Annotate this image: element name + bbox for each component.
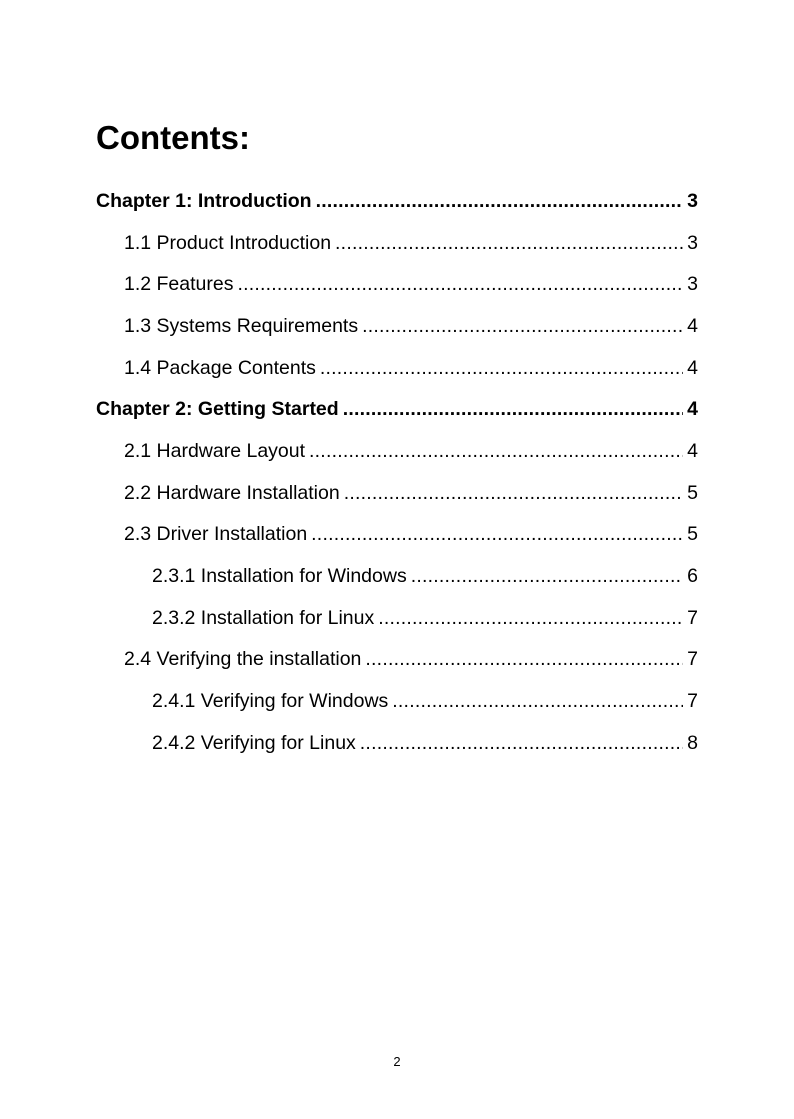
dot-leader — [411, 563, 683, 589]
dot-leader — [343, 396, 683, 422]
toc-entry-page: 8 — [687, 731, 698, 754]
toc-entry-2-4-1[interactable] — [152, 680, 698, 722]
toc-entry-chapter-1[interactable] — [96, 180, 698, 222]
toc-entry-label: Chapter 2: Getting Started — [96, 398, 339, 421]
page-number: 2 — [393, 1054, 401, 1069]
toc-entry-label: 2.3 Driver Installation — [124, 523, 308, 546]
toc-entry-label: 2.3.1 Installation for Windows — [152, 565, 407, 588]
dot-leader — [344, 480, 683, 506]
toc-entry-page: 4 — [687, 356, 698, 379]
toc-entry-2-4[interactable] — [124, 639, 698, 681]
toc-entry-page: 7 — [687, 606, 698, 629]
toc-entry-label: 2.4.2 Verifying for Linux — [152, 731, 356, 754]
toc-entry-2-3-2[interactable] — [152, 597, 698, 639]
toc-entry-page: 4 — [687, 439, 698, 462]
toc-entry-chapter-2[interactable] — [96, 388, 698, 430]
dot-leader — [392, 688, 683, 714]
toc-entry-page: 5 — [687, 523, 698, 546]
dot-leader — [335, 230, 683, 256]
toc-entry-label: 2.2 Hardware Installation — [124, 481, 340, 504]
toc-entry-page: 4 — [687, 314, 698, 337]
page-title: Contents: — [96, 119, 250, 156]
toc-entry-2-3-1[interactable] — [152, 555, 698, 597]
toc-entry-1-4[interactable] — [124, 347, 698, 389]
dot-leader — [309, 438, 683, 464]
toc-entry-label: 1.1 Product Introduction — [124, 231, 332, 254]
toc-entry-page: 3 — [687, 231, 698, 254]
dot-leader — [360, 730, 683, 756]
toc-entry-2-3[interactable] — [124, 514, 698, 556]
toc-entry-label: 2.4 Verifying the installation — [124, 648, 362, 671]
dot-leader — [320, 355, 683, 381]
toc-entry-1-2[interactable] — [124, 263, 698, 305]
toc-entry-2-2[interactable] — [124, 472, 698, 514]
toc-entry-page: 7 — [687, 690, 698, 713]
toc-entry-label: 1.2 Features — [124, 273, 234, 296]
toc-entry-1-1[interactable] — [124, 222, 698, 264]
toc-entry-page: 4 — [687, 398, 698, 421]
dot-leader — [378, 605, 683, 631]
dot-leader — [237, 271, 683, 297]
dot-leader — [311, 521, 683, 547]
toc-entry-page: 6 — [687, 565, 698, 588]
toc-entry-label: 2.3.2 Installation for Linux — [152, 606, 375, 629]
toc-entry-page: 5 — [687, 481, 698, 504]
toc-entry-label: 1.4 Package Contents — [124, 356, 316, 379]
toc-entry-page: 3 — [687, 189, 698, 212]
toc-entry-1-3[interactable] — [124, 305, 698, 347]
toc-entry-page: 3 — [687, 273, 698, 296]
dot-leader — [362, 313, 683, 339]
toc-entry-label: 1.3 Systems Requirements — [124, 314, 359, 337]
table-of-contents — [0, 180, 794, 764]
dot-leader — [365, 646, 683, 672]
dot-leader — [316, 188, 684, 214]
toc-entry-label: 2.4.1 Verifying for Windows — [152, 690, 389, 713]
toc-entry-page: 7 — [687, 648, 698, 671]
toc-entry-label: Chapter 1: Introduction — [96, 189, 312, 212]
toc-entry-2-1[interactable] — [124, 430, 698, 472]
toc-entry-2-4-2[interactable] — [152, 722, 698, 764]
toc-entry-label: 2.1 Hardware Layout — [124, 439, 306, 462]
